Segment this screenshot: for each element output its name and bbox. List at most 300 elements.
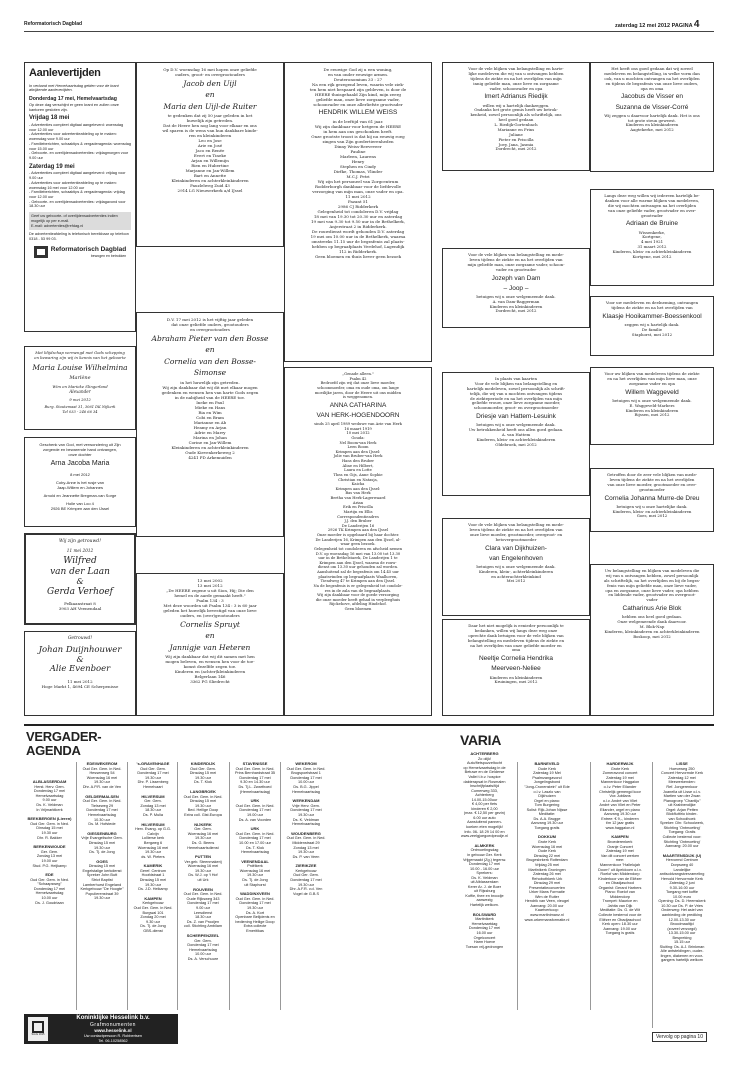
text-line: „De HEERE zegene u uit Sion, Hij; Die den [166, 588, 254, 593]
obituary-van-herk [284, 367, 432, 716]
vrijdag-line: - Familieberichten, schaaktips & vergaderagenda: woensdag voor 15.00 uur [29, 141, 131, 151]
agenda-item: KAMPEN Kerkgebouw Oud Ger. Gem. in Ned. Burgwal 101 Zondag 20 mei 9.30 uur Ds. Tj. de Jong GBS-dienst [133, 895, 173, 933]
text-line: A. van Dam-Baggerman [492, 298, 540, 304]
text-line: Onze welgemeende dank daarvoor. [617, 619, 687, 625]
agenda-item: BERKENWOUDE Ger. Gem. Zondag 13 mei 19.00 uur Stud. P.G. Heijkamp [32, 844, 67, 868]
text-line: HEERE thuisgehaald Zijn kind, mijn zeerg [314, 92, 401, 97]
varia-item: HARDERWIJK Grote Kerk Zomeravond concert Zaterdag 19 mei Mannenkoor Haggaion o.l.v. Peter Eilander Christelijk gemengd koor Vox Jubilans o.l.v. André van Vliet André van Vliet en Peter Eilander, orgel en piano Aanvang 19.30 uur Entree: € 9,-, kinderen t/m 12 jaar gratis www.haggaion.nl [599, 762, 641, 830]
header-rule [24, 31, 714, 32]
text-line: Ria en Wim [198, 409, 222, 415]
text-line: lijke medeleven die wij van u ontvangen hebben [468, 70, 564, 76]
text-line: Wij zijn dankbaar voor hetgeen de HEERE [314, 124, 402, 130]
agenda-item: ALBLASSERDAM Herst. Herv. Gem. Donderdag 17 mei Hemelvaartsdag 9.00 uur Ds. K. Veldman In Vrijmarktkerk [32, 780, 67, 812]
thanks-riedijk [442, 62, 590, 171]
text-line: betuigen wij u onze hartelijke dank. [616, 503, 688, 509]
text-line: Pauline [350, 149, 366, 155]
agenda-item: GIESSENBURG Vrije Evangelische Gem. Dinsdag 15 mei 19.30 uur Ds. Tj. de Jong [81, 830, 123, 855]
text-line: 3362 PG Sliedrecht [190, 679, 230, 685]
text-line: J.J. den Bruber [344, 519, 372, 524]
section-zaterdag-items [29, 171, 131, 209]
name-line: Suzanna de Visser-Corré [615, 103, 689, 111]
text-line: Heamy en Arjan [193, 424, 227, 430]
text-line: te gedenken dat zij 50 jaar geleden in het [167, 113, 253, 119]
text-line: Dordrecht, mei 2012 [495, 308, 537, 314]
agenda-item: ROUVEEN Oud Ger. Gem. in Ned. Oude Rijksweg 343 Donderdag 17 mei 9.00 uur Leesdienst 18.30 uur Ds. Z. van Prooijen coll. Stichting Ambilam [183, 886, 223, 929]
text-line: Christian en Natasja, [338, 477, 378, 482]
text-line: Kinderen en kleinkinderen [625, 122, 679, 128]
hesselink-logo-icon: Sinds 1915 [28, 1017, 48, 1041]
text-line: Marleen, Laurens [339, 154, 377, 160]
text-line: Erik en Priscilla [343, 505, 373, 510]
agenda-column [229, 762, 280, 1010]
text-line: leven tijdens de ziekte en na het overlijden [609, 476, 695, 482]
name-line: VAN HERK-HOGENDOORN [316, 411, 400, 419]
hesselink-ad: Sinds 1915 Koninklijke Hesselink b.v. Grafmonumenten www.hesselink.nl Uw contactpersoon R. Robbertsen Tel. 06-10258562 [24, 1014, 178, 1044]
text-line: Na de begrafenis is er gelegenheid tot condole- [313, 583, 403, 588]
name-line: HENDRIK WILLEM WEISS [318, 109, 398, 116]
text-line: Bas van Herk [345, 491, 371, 496]
agenda-item: HILVERSUM Herv. Evang. op G.G. Calvijn Lollierse kerk Bergweg 6 Woensdag 16 mei 19.30 uur ds. W. Pieters [134, 821, 171, 859]
text-line: Bart en Annette [193, 173, 227, 179]
text-line: Dordrecht, mei 2012 [495, 146, 537, 152]
text-line: grootmoeder [639, 486, 665, 492]
text-line: Correspondentieadres [337, 514, 379, 519]
text-line: willen wij u hartelijk dankzeggen. [482, 102, 550, 108]
varia-item: BARNEVELD Oude Kerk Zaterdag 19 Mei Psalmzangavond Jongelingsbond "Jong-Cronenstein" uit Ede o.l.v. Laszlo van Dijkhuizen Orgel en piano: Tom Burgering Solist: Rijk-Johan Nijsse Meditatie: Ds. A.A. Brugge Aanvang 19.30 uur Toegang gratis [524, 762, 570, 830]
vrijdag-line: - Advertenties compleet digitaal aangeleverd: woensdag voor 12.00 uur [29, 122, 124, 132]
text-line: De Landerijen 16 [341, 523, 375, 528]
agenda-item: URK Oud Ger. Gem. in Ned. Donderdag 17 mei 19.00 uur Ds. A. van Voorden [235, 798, 275, 822]
text-line: Kinderen, klein-, achterkleinkinderen [479, 568, 553, 574]
vrijdag-line: - Geboorte- en overlijdensadvertenties: vrijdagmorgen voor 9.00 uur [29, 151, 129, 161]
text-line: Adrie en Marry [194, 429, 226, 435]
text-line: Marina en Johan [193, 434, 227, 440]
agenda-item: BEEKBERGEN (Lieren) Oud Ger. Gem. in Ned. Dinsdag 15 mei 19.30 uur Dhr. R. Bakker [27, 816, 72, 840]
text-line: medeleven en belangstelling, in welke vorm dan [604, 70, 700, 76]
text-line: 13 mei 2012 [197, 583, 223, 588]
vrijdag-line: - Advertenties voor advertentieafdeling op te maken: woensdag voor 9.00 uur [29, 132, 117, 142]
text-line: betuigen wij u onze welgemeende dank. [612, 397, 692, 403]
text-line: Gelegenheid tot condoleren D.V. vrijdag [317, 209, 399, 215]
agenda-item: WOUDENBERG Oud Ger. Gem. in Ned. Middenstraat 29 Zondag 13 mei 19.30 uur Ds. P. van Veen [286, 830, 326, 859]
text-line: Aline en Hilbert, [342, 463, 374, 468]
text-line: Staphorst, mei 2012 [631, 331, 673, 337]
text-line: en tijdens de begrafenis van onze lieve ouders, [605, 80, 699, 86]
text-line: ten hem niet bespaard zijn gebleven, is door de [309, 87, 407, 92]
text-line: Wij zijn dankbaar dat wij dit samen met hen [165, 654, 255, 660]
text-line: plaatsvinden op begraafplaats Waalhoven, [318, 574, 398, 579]
text-line: M. Blok-Nap [639, 624, 665, 629]
text-line: Deuteronomium 33 : 27 [333, 77, 383, 82]
varia-item: LISSE Hoeveweg 250 Concert Hervormde Kerk Zaterdag 12 mei Meewerkenden: Ref. Jongerenkoor Joanella uit Lisse o.l.v. Martien van der Zwan Pianogroep "Chantlju" uit Krabbendijke Orgel: Arjan Petten Blokfluittrio kinder- van Schoolhoek Spreker: Dhr. Schoolwerk, Stichting 'Ontmoeting' Toegang: Gratis Collecte bestemd voor: Stichting 'Ontmoeting' Aanvang: 20.00 uur [659, 762, 705, 849]
agenda-item: STAVENISSE Oud Ger. Gem. in Ned. Prins Bernhardstraat 35 Donderdag 17 mei 9.30 en 14.30 uur Ds. Tj.L. Zwarthoed (Hemelvaartsdag) [234, 762, 276, 794]
text-line: De familie [641, 326, 663, 332]
text-line: die onze moeder heeft gehad in verpleeghuis [315, 597, 401, 602]
text-line: hemel en de aarde gemaakt heeft." [174, 593, 246, 598]
text-line: Henry [351, 159, 365, 165]
thanks-de-visser [590, 62, 714, 172]
text-line: L. Riedijk-Gortenbach [494, 122, 538, 127]
text-line: Dirfke, Thomas, Vlinder [333, 169, 383, 175]
text-line: zeggen wij u hartelijk dank. [624, 321, 680, 327]
text-line: Op D.V. woensdag 16 mei hopen onze geliefde [163, 67, 257, 72]
text-line: huwelijk zijn getreden. [186, 118, 234, 124]
text-line: Hans den Bruber [341, 459, 375, 463]
text-line: en overgrootouders [190, 327, 230, 332]
text-line: Martijn en Ellis [343, 509, 373, 514]
varia-item: KAMPEN Broederenkerk Oranje Concert Zaterdag 19 mei Van dit concert werken mee: Mannenkoor "Hallelujah Doorn" uit Apeldoorn o.l.v. Roelof van Middendorp Kinderkoor van de Eliëzer en Obadjaschool Organist: Gerard Harbers Piano: Roelof van Middendorp Trompet: Maurice en Jahita van Dijk Meditatie: Ds. G. de Wit Collecte bestemd voor de Eliëzer en Obadjaschool Kerk open: 18.30 uur Aanvang: 19.00 uur Toegang is gratis [598, 834, 642, 936]
text-line: Het heeft ons goed gedaan dat wij zoveel [611, 66, 693, 71]
text-line: Krimpen aan den IJssel: [335, 449, 381, 454]
text-line: Arjan en Willemijn [191, 158, 229, 164]
thanks-de-bruine [590, 189, 714, 286]
text-line: „Genade alleen." [342, 372, 374, 376]
text-line: hebben ons heel goed gedaan. [621, 614, 683, 620]
aanlever-intro: In verband met Hemelvaartsdag gelden voor de krant afwijkende aanlevertijden. [29, 83, 119, 93]
text-line: Uw belangstelling en blijken van medeleven die [604, 568, 700, 573]
text-line: Krimpen aan den IJssel: [335, 486, 381, 491]
page-date: zaterdag 12 mei 2012 PAGINA 4 [615, 19, 700, 30]
paper-name: Reformatorisch Dagblad [24, 21, 83, 27]
text-line: betovergrootmoeder [495, 536, 537, 542]
text-line: mogen beleven, en wensen hen voor de toe- [165, 659, 255, 665]
text-line: De eeuwige God zij u een woning, [323, 67, 393, 72]
text-line: 112 in Ridderkerk. [338, 249, 378, 255]
agenda-item: WERKENDAM Vrije Herv. Gem. Donderdag 17 mei 19.30 uur Ds. K. Veldman Hemelvaartsdag [290, 798, 322, 827]
agenda-item: 's-GRAVENHAGE Oud Ger. Gem. Donderdag 17 mei 19.30 uur Dhr. P. Lissenberg Hemelvaart [136, 762, 170, 789]
text-line: Arie en José [197, 143, 223, 149]
text-line: en na het overlijden van mijn lieve man, onze [607, 375, 697, 381]
text-line: Kinderen en kleinkinderen [489, 674, 543, 680]
text-line: In plaats van kaarten [495, 376, 537, 381]
text-line: in het huwelijk zijn getreden. [180, 379, 240, 385]
text-line: omstreeks 11.15 uur de begrafenis zal plaats- [311, 239, 405, 245]
text-line: Rijssen, mei 2012 [634, 412, 670, 418]
text-line: A. van Hattem [501, 432, 531, 437]
text-line: Kinderen en kleinkinderen [489, 303, 543, 309]
text-line: Kruiningen, mei 2012 [494, 679, 538, 685]
hesselink-url[interactable]: www.hesselink.nl [94, 1028, 132, 1034]
text-line: Geen bloemen [344, 607, 372, 611]
text-line: De Landerijen 16, Krimpen aan den IJssel, al- [315, 537, 401, 542]
thanks-blok [590, 564, 714, 716]
text-line: Psalm 42 [349, 376, 367, 381]
wedding-announcement-2: Getrouwd! Johan Duijnhouwer & Alie Evenboer 11 mei 2012 Hoge Markt 1, 4694 CE Scherpenisse [24, 631, 136, 716]
zaterdag-line: - Geboorte- en overlijdensadvertenties: vrijdagavond voor 18.30 uur [29, 199, 126, 209]
text-line: Fazant 51 [348, 199, 368, 205]
text-line: Voor de vele blijken van belangstelling en [474, 380, 558, 386]
thanks-van-hattem [442, 372, 590, 496]
text-line: oma [511, 647, 521, 653]
thanks-waggeveld [590, 367, 714, 445]
name-line: en [205, 345, 215, 355]
agenda-item: LANGBROEK Oud Ger. Gem. in Ned. Dinsdag 15 mei 19.30 uur Bed. Heilige Doop Extra coll. Gist.Europa [183, 788, 223, 817]
name-line: Neeltje Cornelia Hendrika [478, 655, 554, 663]
text-line: 4 mei 1921 [640, 239, 664, 245]
text-line: wij van u ontvangen hebben, zowel persoonlijk [605, 572, 699, 578]
text-line: Pauzlelweg Zuid 43 [190, 183, 230, 189]
name-line: Willem Waggeveld [625, 388, 679, 396]
name-line: en [205, 90, 215, 100]
text-line: Kinderen, kleinkinderen en achterkleinkinderen [604, 628, 700, 634]
text-line: 2914 LG Nieuwerkerk a/d IJssel [177, 188, 243, 194]
text-line: 19 mei van 9.30 tot 9.50 uur in de Bethelkerk, [310, 219, 405, 225]
text-line: Daar het niet mogelijk is eenieder persoonlijk te [468, 623, 564, 628]
text-line: uur in de Bethelstaerk, De Landerijen 1 te [318, 556, 398, 561]
name-line: Cornelis Spruyt [180, 620, 240, 629]
text-line: zorgzame vader en opa [629, 380, 675, 386]
text-line: sinds 25 april 1989 weduwe van Arie van Herk [314, 422, 402, 426]
thanks-van-dam [442, 248, 590, 328]
name-line: Klaasje Hooikammer-Boessenkool [602, 312, 702, 320]
text-line: bedanken, willen wij langs deze weg onze [474, 627, 558, 633]
name-line: Driesje van Hattem-Lesuink [476, 413, 556, 421]
text-line: Joey, Jana, Jasmia [498, 141, 534, 147]
text-line: Bertha van Herk-Lagerwaard [330, 496, 386, 500]
thanks-hooikammer [590, 296, 714, 356]
text-line: Kinderen en kleinkinderen [625, 407, 679, 413]
text-line: Jaco en Renée [195, 148, 225, 154]
text-line: 11 mei 2012 [345, 194, 371, 200]
text-line: Jolie van Bruber-van Herk [333, 454, 383, 459]
text-line: ook, van u mochten ontvangen na het overlijden [604, 75, 700, 81]
text-line: Marianne en Frins [497, 126, 535, 132]
text-line: Kortgene, [642, 234, 662, 240]
text-line: tot grote steun geweest. [627, 117, 677, 123]
text-line: Dat de Heere hen nog lang voor elkaar en ons [163, 123, 257, 129]
thanks-van-dijkhuizen [442, 518, 590, 616]
text-line: ouders, groot- en overgrootouders [175, 72, 245, 77]
text-line: Oude Kievenkerkeweg 2 [185, 449, 235, 455]
text-line: als schriftelijk, na het overlijden en bij de begra- [603, 577, 701, 583]
agenda-item: KAMERIK Geref. Centrum Hoofdstraat 1 Dinsdag 15 mei 19.30 uur Ds. J.D. Heikamp [138, 863, 168, 892]
varia-item: DOKKUM Grote Kerk Woensdag 16 mei Oude Kerk Dinsdag 22 mei Brugesbrkerk Rotterdam Vrijdag 25 mei Martinikerk Groningen Zaterdag 26 mei Rehobothkerk Urk Dinsdag 29 mei Presentatieconcerten Urker Mans Formatie Wim de Ruiter Hendrik van Veen, vleugel Aanvang: 20.00 uur Kaartverkoop: www.martinimanz.nl www.urkermansformatie.nl [524, 834, 570, 922]
agenda-item: VEENENDAAL Pniëlkerk Woensdag 16 mei 19.30 uur Ds. Tj. de Jong uit Staphorst [239, 858, 271, 887]
text-line: onze lieve moeder, grootmoeder, overgroot- en [469, 531, 563, 537]
text-line: Kleinkinderen en achterkleinkinderen [171, 444, 249, 450]
agenda-column [280, 762, 331, 1010]
text-line: Kinderen en (achter)kleinkinderen [174, 669, 246, 675]
section-zaterdag: Zaterdag 19 mei [29, 163, 75, 170]
text-line: is weggenomen. [342, 395, 374, 400]
text-line: 19 mei om 10.00 uur in de Bethelkerk, waarna [310, 234, 406, 240]
name-line: Simonse [193, 368, 227, 378]
text-line: betuigen wij u onze welgemeende dank. [476, 563, 556, 569]
text-line: 31 maart 2012 [637, 244, 667, 250]
obituary-weiss [284, 62, 432, 362]
name-line: Jacob den Uijl [183, 79, 237, 88]
varia-item: MAARTENSDIJK (U) Hervormd Centrum Dorpsweg 40 Landelijke antisoldvangstverzameling Hervold Hervormde Kerk Zaterdag 2 juni 9.30-16.00 uur Toegang met koffie 10.00 euro Opening: Ds. D. Heemskerk 10.30 uur Ds. P. de Vries Onderweg: Het asiel van aanbieding de prediking 12.00-13.30 uur Broodmaaltijd (zoveel verzorgd) 13.30-15.00 uur Bespreking 15.15 uur Sluiting: Ds. A.J. Brinkman Alle antsteldingen, ouder- lingen, diakenen en voor- gangers hartelijk welkom [658, 852, 706, 963]
text-line: E. Waggeveld-Marbers [629, 402, 675, 408]
rd-logo-icon [34, 246, 48, 258]
text-line: Kleinkinderen en achterkleinkinderen [171, 178, 249, 184]
text-line: schoonvader en onze allerliefste grootvader [313, 102, 403, 107]
text-line: Onze moeder is opgebaard bij haar dochter. [316, 533, 400, 537]
text-line: Oldebroek, mei 2012 [495, 441, 537, 447]
agenda-column [177, 762, 228, 1010]
text-line: wil sparen is de wens van hun dankbare kinde- [162, 128, 258, 134]
text-line: Gelegenheid tot condoleren en afscheid nemen [313, 546, 403, 551]
text-line: Goes, mei 2012 [636, 513, 668, 519]
text-line: leven tijdens de ziekte en na het overlijden van [469, 526, 563, 532]
zaterdag-line: - Advertenties voor advertentieafdeling op te maken: woensdag 16 mei voor 12.00 uur [29, 180, 117, 190]
anniversary-spruyt [136, 573, 284, 716]
agenda-item: GOES Dinsdag 15 mei Engelstalige kerkdienst Spreker John Butt Strict Baptist Lamberhurst Engeland Kerkgebouw "De Hoogte" Populierenstraat 39 19.30 uur [80, 858, 124, 901]
text-line: van onze geliefde vader, grootvader en over- [607, 207, 697, 213]
aanlevertijden-box [24, 62, 136, 332]
text-line: en liddende vader, grootvader en overgroot- [608, 592, 696, 598]
text-line: Evert en Tineke [193, 153, 227, 159]
text-line: telijk, die wij van u mochten ontvangen tijdens [469, 390, 563, 396]
text-line: Kinderen, klein- en achterkleinkinderen [476, 436, 556, 442]
varia-column [590, 762, 649, 1010]
varia-column [517, 762, 576, 1010]
text-line: Marianne en Ab [193, 419, 227, 425]
text-line: Uw betrokkenheid heeft ons allen goed gedaan. [468, 427, 564, 433]
text-line: Rijckehove, afdeling Hindehof. [329, 602, 387, 607]
text-line: Rodderborgh dankbaar voor de liefdevolle [315, 184, 401, 190]
text-line: Met deze woorden uit Psalm 134 : 3 is 60 jaar [163, 603, 257, 608]
text-line: Psalm 134 : 3 [196, 598, 224, 603]
text-line: Aansluitend zal de begrafenis om 14.45 uur [317, 570, 399, 574]
text-line: innig geliefde man, onze lieve en zorgzame [473, 80, 559, 86]
text-line: 16 maart 1919 [344, 426, 372, 431]
text-line: tijdens de ziekte en na het overlijden van [611, 304, 693, 310]
section-vrijdag: Vrijdag 18 mei [29, 115, 70, 122]
agenda-item: WADDINXVEEN Oud Ger. Gem. in Ned. Donderdag 17 mei 19.30 uur Ds. A. Kort Openbare Belijdenis en bediening Heilige Doop Extra collecte Emeritikas [235, 891, 275, 933]
text-line: Ondanks het grote gemis heeft uw betrok- [474, 107, 558, 113]
zaterdag-line: - Advertenties compleet digitaal aangeleverd: vrijdag voor 9.00 uur [29, 171, 126, 181]
agenda-item: WEKEROM Oud Ger. Gem. in Ned. Brugspoelstraat 1 Donderdag 17 mei 10.00 uur Ds. B.G. Jippel Hemelvaartsdag [286, 762, 326, 794]
text-line: Mei 2012 [506, 578, 526, 584]
text-line: Krimpen aan den IJssel, waarna de rouw- [319, 560, 397, 565]
text-line: Corine en Jan-Willem [188, 439, 232, 445]
text-line: Na een rijk gezegend leven, waarin vele ziek- [311, 82, 405, 87]
text-line: Wissenkerke, [638, 229, 666, 235]
text-line: geliefde man, onze lieve zorgzame vader, [316, 97, 400, 102]
text-line: Arian [352, 500, 364, 505]
text-line: hebben op begraafplaats Verdehof, Lagendijk [311, 244, 405, 250]
text-line: Onze grootste troost is dat hij nu eeuwig roeg [311, 134, 405, 140]
text-line: Leen Boom [347, 445, 369, 450]
text-line: zingen van Zijn goedertierenheden [322, 139, 394, 145]
text-line: hartelijk medeleven, zowel persoonlijk als schrift- [466, 385, 566, 391]
text-line: Wij zijn het personeel van Zorgcentrum [317, 179, 399, 185]
agenda-top-rule [24, 724, 714, 726]
name-line: Jannigje van Heteren [169, 642, 251, 652]
text-line: res in de zala van de begraafplaats. [324, 588, 392, 593]
name-line: Meerveen-Neliee [491, 665, 541, 673]
text-line: vader, schoonvader en opa [489, 85, 543, 91]
text-line: geliefde vrouw, onze lieve zorgzame moeder, [471, 400, 561, 406]
text-line: geleden het huwelijk bevestigd van onze lieve [163, 608, 257, 613]
text-line: schoonmoeder, oma en oude oma, om lange [317, 385, 399, 390]
text-line: dat onze geliefde ouders, grootouders [171, 322, 249, 327]
text-line: Voor de vele blijken van belangstelling en mede- [468, 252, 564, 257]
text-line: Ineke en Paul [196, 399, 224, 405]
text-line: betuigen wij u onze welgemeende dank. [476, 293, 556, 299]
agenda-item: NIJKERK Ger. Gem. Woensdag 16 mei 19.30 uur Ds. G. Beens Hemelvaartsdienst [187, 821, 219, 850]
text-line: Nel Boom-van Herk [339, 440, 377, 445]
name-line: Cornelia van den Bosse- [164, 356, 256, 366]
text-line: in de nabijheid van de HEERE toe. [174, 394, 246, 400]
text-line: heel goed gedaan [498, 117, 534, 123]
text-line: D.V. 17 mei 2012 is het vijftig jaar geleden [166, 317, 254, 322]
agenda-item: HILVERSUM Ger. Gem. Zondag 13 mei 18.30 uur Ds. P. Mulia [140, 793, 166, 817]
agenda-column [76, 762, 127, 1010]
varia-item: BOLSWARD Martinikerk Hemelvaartdag Donderdag 17 mei 16.00 uur Orgelconcert Harm Hoeve Toesan vrij-gedrongen [465, 911, 504, 949]
section-vrijdag-items [29, 123, 131, 161]
text-line: Thea en Gijs, Anne Sophie [333, 472, 383, 477]
text-line: Geen bloemen en thuis liever geen bezoek [314, 254, 402, 260]
text-line: fenis van mijn geliefde man, onze lieve vader, [607, 582, 697, 588]
text-line: in de leeftijd van 61 jaar. [332, 119, 384, 125]
text-line: Wij zijn dankbaar dat wij dit met elkaar mogen [162, 384, 258, 390]
text-line: Langs deze weg willen wij iedereen hartelijk be- [604, 193, 700, 198]
agenda-item: PUTTEN Ver.geb. Steenmakerij Woensdag 16 mei 19.30 uur Ds. W.J. op 't Hof uit Urk [184, 854, 222, 883]
text-line: Boskoop, mei 2012 [633, 633, 671, 639]
text-line: vader en grootvader [495, 266, 537, 272]
section-hemelvaart-text: Op deze dag verschijnt er geen krant en zullen onze kantoren gesloten zijn. [29, 101, 119, 112]
text-line: Juliane [509, 131, 523, 137]
text-line: Laura en Lotte [344, 468, 372, 473]
agenda-column [24, 780, 75, 1010]
name-line: ANNA CATHARINA [329, 401, 387, 409]
name-line: Catharinus Arie Blok [622, 605, 682, 613]
text-line: na het overlijden van onze geliefde moeder en [470, 642, 562, 648]
text-line: Voor uw blijken van medeleven tijdens de ziekte [604, 371, 700, 376]
text-line: Tiendweg 47 te Krimpen aan den IJssel. [320, 579, 396, 584]
text-line: verzorging van mijn man, onze vader en opa. [312, 189, 404, 195]
agenda-column [127, 762, 178, 1010]
section-hemelvaart: Donderdag 17 mei, Hemelvaartsdag [29, 96, 117, 103]
text-line: Kinderen, klein- en achterkleinkinderen [612, 249, 692, 254]
text-line: ren en kleinkinderen [188, 133, 232, 139]
birth-announcement-2: Geschenk van God, met verwondering uit Zijn zorgende en bewarende hand ontvangen, onze dochter Arna Jacoba Maria 8 mei 2012 Coby-Anne is het rusje van Jaap-Willem en Johannes Arnold en Jeannette Bregman-van Sorge Holle van Loo 4 2926 BE Krimpen aan den IJssel [24, 437, 136, 527]
varia-title: VARIA [460, 732, 502, 748]
text-line: Kaicha [351, 482, 365, 487]
name-line: Jacobus de Visser en [620, 93, 684, 101]
text-line: ouders, en (over)grootouders [180, 613, 240, 618]
text-line: 2926 TK Krimpen aan den IJssel [327, 528, 389, 533]
text-line: Mieke en Hans [194, 404, 226, 410]
text-line: belangstelling en medeleven tijdens de ziekte en [467, 637, 565, 643]
text-line: Aagtekerke, mei 2012 [630, 127, 674, 133]
text-line: Getroffen door de zeer vele blijken van mede- [606, 472, 698, 477]
text-line: 18 mei van 19.30 tot 20.30 uur en zaterdag [313, 214, 403, 220]
text-line: in hem aan ons geschonken heeft. [323, 129, 393, 135]
name-line: Cornelia Johanna Murre-de Dreu [604, 494, 700, 502]
agenda-item: KINDERDIJK Oud Ger. Gem. Dinsdag 15 mei 19.30 uur Ds. T. Klok [189, 762, 217, 785]
aanlever-title: Aanlevertijden [29, 67, 101, 79]
text-line: Wij zijn dankbaar voor de goede verzorging [317, 593, 399, 598]
text-line: 13 mei 2002 [197, 578, 223, 583]
anniversary-den-uijl [136, 62, 284, 247]
aanlever-footer: Geef uw geboorte- of overlijdensadvertenties indien mogelijk op per e-mail. E-mail: advertenties@refdag.nl [29, 212, 131, 230]
continued-on-page[interactable]: Vervolg op pagina 10 [652, 1032, 707, 1042]
text-line: Leo en Jose [198, 138, 222, 144]
name-line: – Joop – [503, 284, 529, 292]
text-line: waar geen bezoek. [340, 542, 376, 547]
text-line: 10 mei 2012 [346, 431, 370, 436]
thanks-murre [590, 468, 714, 532]
text-line: Stephen en Cindy [339, 164, 377, 170]
agenda-item: EDE Oud Ger. Gem. in Ned. "Schaapsweg" Donderdag 17 mei Hemelvaartsdag 10.00 uur Ds. J. Goudriaan [30, 872, 69, 905]
text-line: en van onder eeuwige armen. [327, 72, 389, 77]
text-line: Bedroefd zijn wij dat onze lieve moeder, [320, 381, 396, 386]
text-line: en achterachterkleinkind [491, 573, 541, 579]
text-line: kenheid, zowel persoonlijk als schriftelijk, ons [470, 112, 562, 118]
